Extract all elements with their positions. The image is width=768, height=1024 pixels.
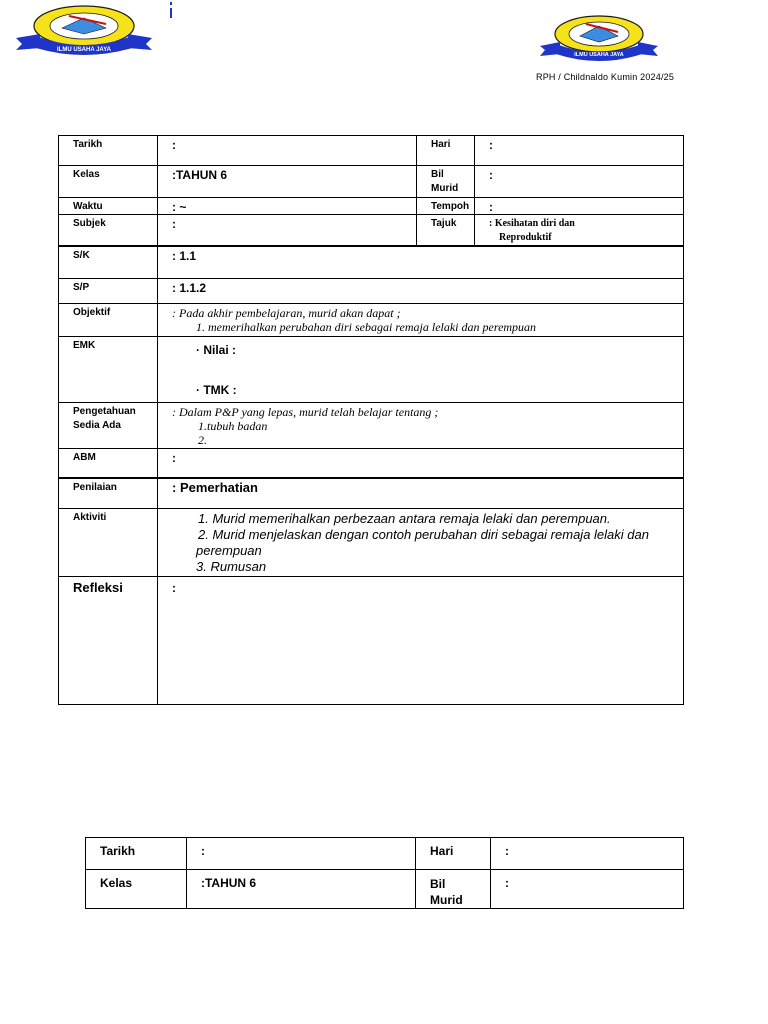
hari-value-2: : bbox=[491, 838, 684, 870]
waktu-value: : ~ bbox=[158, 198, 417, 215]
sp-label: S/P bbox=[59, 278, 158, 303]
lesson-plan-table-2 bbox=[85, 837, 684, 909]
objektif-value bbox=[158, 303, 684, 336]
kelas-value: :TAHUN 6 bbox=[158, 166, 417, 198]
hari-value: : bbox=[475, 136, 684, 166]
objektif-line1: : Pada akhir pembelajaran, murid akan dapat ; bbox=[172, 305, 401, 320]
bil-label2-line2: Murid bbox=[430, 893, 463, 907]
emk-label: EMK bbox=[59, 336, 158, 402]
school-logo-left bbox=[14, 4, 154, 56]
aktiviti-label: Aktiviti bbox=[59, 508, 158, 576]
aktiviti-item-3: 3. Rumusan bbox=[196, 558, 267, 574]
kelas-label-2: Kelas bbox=[86, 870, 187, 909]
tajuk-line1: : Kesihatan diri dan bbox=[489, 218, 575, 229]
sk-label: S/K bbox=[59, 246, 158, 278]
abm-label: ABM bbox=[59, 448, 158, 478]
blue-mark-icon bbox=[168, 2, 174, 20]
svg-text:ILMU USAHA JAYA: ILMU USAHA JAYA bbox=[574, 52, 624, 58]
refleksi-value: : bbox=[158, 576, 684, 704]
objektif-line2: 1. memerihalkan perubahan diri sebagai remaja lelaki dan perempuan bbox=[196, 319, 537, 334]
bil-murid-value: : bbox=[475, 166, 684, 198]
pengetahuan-label bbox=[59, 402, 158, 448]
hari-label-2: Hari bbox=[416, 838, 491, 870]
refleksi-label: Refleksi bbox=[59, 576, 158, 704]
aktiviti-item-2b: perempuan bbox=[196, 542, 262, 558]
tempoh-label: Tempoh bbox=[417, 198, 475, 215]
tarikh-value: : bbox=[158, 136, 417, 166]
bil-murid-label-2 bbox=[416, 870, 491, 909]
kelas-value-2: :TAHUN 6 bbox=[187, 870, 416, 909]
bil-murid-value-2: : bbox=[491, 870, 684, 909]
pengetahuan-line3: 2. bbox=[198, 432, 207, 447]
penilaian-label: Penilaian bbox=[59, 478, 158, 508]
tarikh-label: Tarikh bbox=[59, 136, 158, 166]
tajuk-label: Tajuk bbox=[417, 215, 475, 247]
bil-murid-label bbox=[417, 166, 475, 198]
tempoh-value: : bbox=[475, 198, 684, 215]
pengetahuan-line1: : Dalam P&P yang lepas, murid telah belajar tentang ; bbox=[172, 404, 439, 419]
lesson-plan-table bbox=[58, 135, 684, 705]
pengetahuan-line2: 1.tubuh badan bbox=[198, 418, 268, 433]
emk-value bbox=[158, 336, 684, 402]
pengetahuan-label-line2: Sedia Ada bbox=[73, 419, 121, 431]
tarikh-label-2: Tarikh bbox=[86, 838, 187, 870]
bil-label-line2: Murid bbox=[431, 183, 459, 194]
rph-reference: RPH / Childnaldo Kumin 2024/25 bbox=[536, 72, 675, 82]
pengetahuan-value bbox=[158, 402, 684, 448]
pengetahuan-label-line1: Pengetahuan bbox=[73, 405, 136, 417]
tajuk-value bbox=[475, 215, 684, 247]
kelas-label: Kelas bbox=[59, 166, 158, 198]
school-logo-right bbox=[538, 14, 660, 62]
subjek-value: : bbox=[158, 215, 417, 247]
bil-label2-line1: Bil bbox=[430, 877, 446, 891]
aktiviti-item-1: 1. Murid memerihalkan perbezaan antara remaja lelaki dan perempuan. bbox=[198, 510, 611, 526]
tajuk-line2: Reproduktif bbox=[499, 232, 552, 243]
hari-label: Hari bbox=[417, 136, 475, 166]
sp-value: : 1.1.2 bbox=[158, 278, 684, 303]
penilaian-value: : Pemerhatian bbox=[158, 478, 684, 508]
tarikh-value-2: : bbox=[187, 838, 416, 870]
abm-value: : bbox=[158, 448, 684, 478]
bil-label-line1: Bil bbox=[431, 169, 444, 180]
waktu-label: Waktu bbox=[59, 198, 158, 215]
aktiviti-item-2a: 2. Murid menjelaskan dengan contoh perubahan diri sebagai remaja lelaki dan bbox=[198, 526, 649, 542]
sk-value: : 1.1 bbox=[158, 246, 684, 278]
objektif-label: Objektif bbox=[59, 303, 158, 336]
emk-nilai: · Nilai : bbox=[196, 342, 237, 357]
svg-text:ILMU USAHA JAYA: ILMU USAHA JAYA bbox=[56, 47, 112, 53]
subjek-label: Subjek bbox=[59, 215, 158, 247]
emk-tmk: · TMK : bbox=[196, 382, 237, 397]
aktiviti-value bbox=[158, 508, 684, 576]
